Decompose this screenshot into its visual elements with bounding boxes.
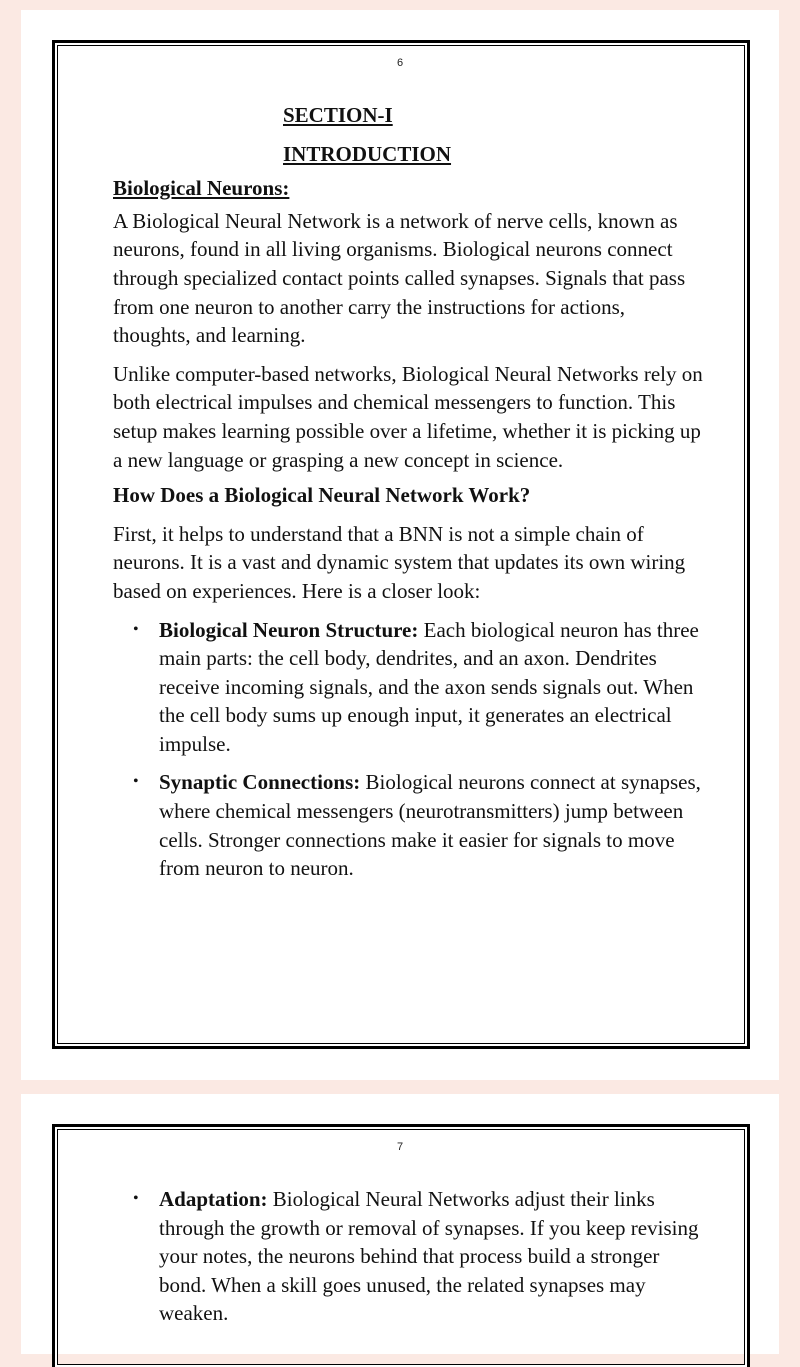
bullet-icon: • <box>133 773 139 791</box>
paragraph-1: A Biological Neural Network is a network of nerve cells, known as neurons, found in all living organisms. Biological neurons connect through specialized contact points called synapses. Signals that pass from one neuron to another carry the instructions for actions, thoughts, and learning. <box>113 208 686 348</box>
section-title: SECTION-I <box>283 103 393 127</box>
page-number: 6 <box>396 57 404 69</box>
document-page-7 <box>21 1094 779 1354</box>
document-page-6 <box>21 10 779 1080</box>
page-content <box>113 1185 703 1328</box>
page-number: 7 <box>396 1141 404 1153</box>
paragraph-3: First, it helps to understand that a BNN is not a simple chain of neurons. It is a vast and dynamic system that updates its own wiring based on experiences. Here is a closer look: <box>113 521 686 603</box>
paragraph-2: Unlike computer-based networks, Biological Neural Networks rely on both electrical impulses and chemical messengers to function. This setup makes learning possible over a lifetime, whether it is picking up a new language or grasping a new concept in science. <box>113 361 703 472</box>
bullet-text: Biological neurons connect at synapses, where chemical messengers (neurotransmitters) jump between cells. Stronger connections make it easier for signals to move from neuron to neuron. <box>159 770 701 881</box>
bullet-list <box>113 1185 703 1328</box>
list-item <box>113 768 703 882</box>
bullet-icon: • <box>133 1190 139 1207</box>
bullet-icon: • <box>133 620 139 638</box>
heading-how-bnn-works: How Does a Biological Neural Network Work? <box>113 483 531 508</box>
bullet-text: Biological Neural Networks adjust their links through the growth or removal of synapses. If you keep revising your notes, the neurons behind that process build a stronger bond. When a skill goes unused, the related synapses may weaken. <box>159 1187 699 1326</box>
heading-biological-neurons: Biological Neurons: <box>113 176 290 201</box>
bullet-term: Adaptation: <box>159 1187 268 1211</box>
page-content <box>113 98 703 883</box>
list-item <box>113 1185 703 1328</box>
bullet-term: Biological Neuron Structure: <box>159 617 419 642</box>
list-item <box>113 616 703 759</box>
bullet-term: Synaptic Connections: <box>159 770 361 795</box>
bullet-list <box>113 616 703 883</box>
section-subtitle: INTRODUCTION <box>283 141 452 166</box>
bullet-text: Each biological neuron has three main parts: the cell body, dendrites, and an axon. Dendrites receive incoming signals, and the axon sends signals out. When the cell body sums up enough input, it generates an electrical impulse. <box>159 617 699 756</box>
